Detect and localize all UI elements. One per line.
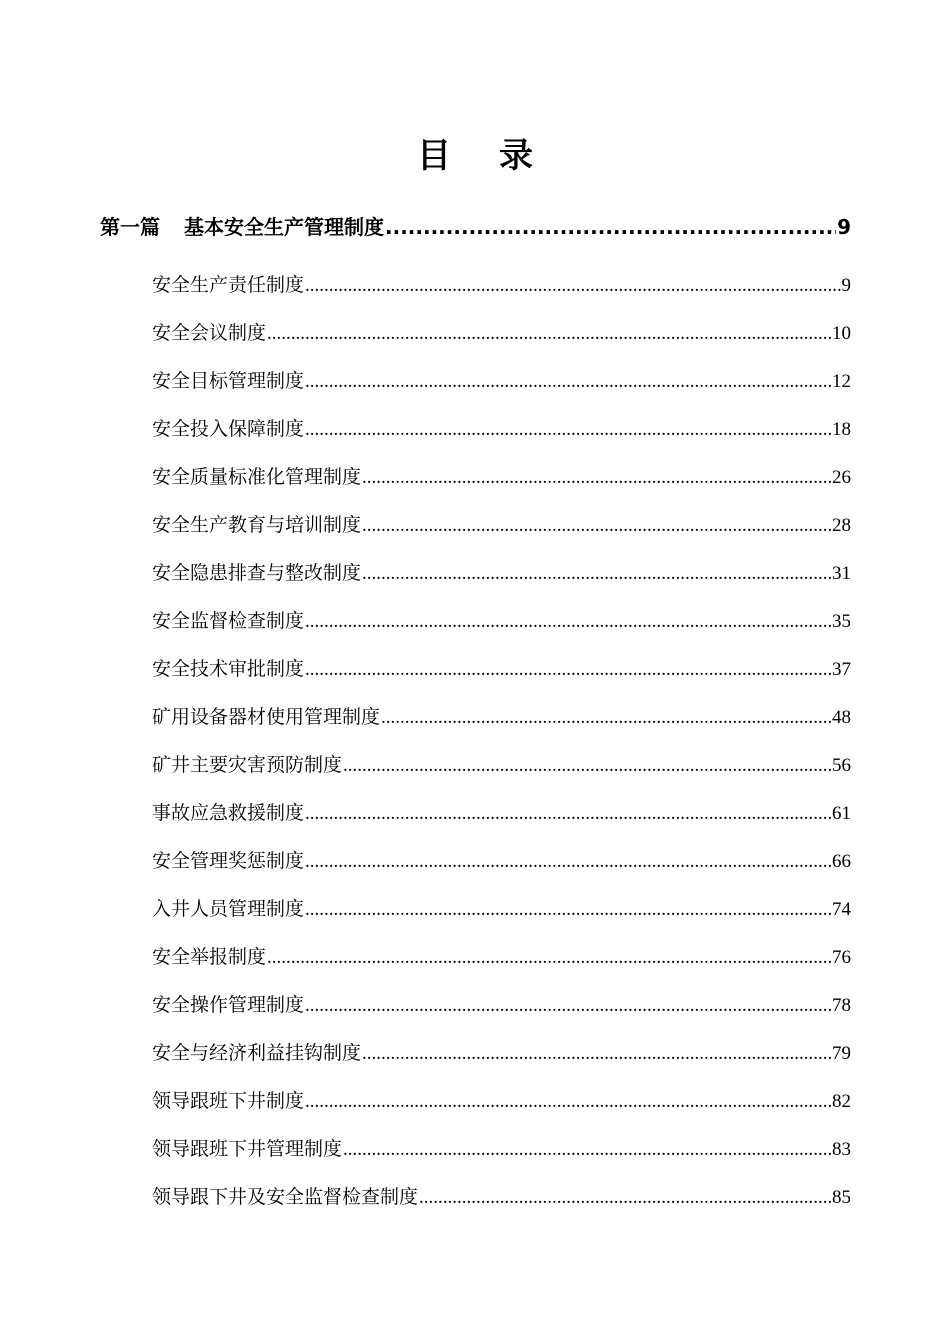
- toc-entry-page: 61: [832, 803, 851, 824]
- toc-entry-page: 28: [832, 515, 851, 536]
- toc-entry-title: 矿井主要灾害预防制度: [152, 754, 343, 776]
- toc-entry-page: 85: [832, 1187, 851, 1208]
- toc-dot-leader: [267, 943, 831, 972]
- toc-entry[interactable]: [152, 1086, 851, 1116]
- toc-entry-title: 安全隐患排查与整改制度: [152, 562, 362, 584]
- toc-entry-title: 安全举报制度: [152, 946, 267, 968]
- toc-entry[interactable]: [152, 270, 851, 300]
- toc-dot-leader: [305, 991, 831, 1020]
- toc-entry-title: 领导跟下井及安全监督检查制度: [152, 1186, 419, 1208]
- toc-dot-leader: [305, 271, 840, 300]
- toc-entry-title: 矿用设备器材使用管理制度: [152, 706, 381, 728]
- toc-dot-leader: [362, 511, 831, 540]
- toc-entry[interactable]: [152, 462, 851, 492]
- toc-dot-leader: [305, 847, 831, 876]
- toc-entry[interactable]: [152, 894, 851, 924]
- toc-entry[interactable]: [152, 798, 851, 828]
- toc-entry-page: 37: [832, 659, 851, 680]
- toc-dot-leader: [362, 559, 831, 588]
- toc-entry-title: 安全目标管理制度: [152, 370, 305, 392]
- toc-entry-page: 82: [832, 1091, 851, 1112]
- toc-part-page: 9: [837, 215, 851, 239]
- toc-part-title: 基本安全生产管理制度: [184, 215, 384, 239]
- toc-entry[interactable]: [152, 606, 851, 636]
- toc-entry[interactable]: [152, 654, 851, 684]
- toc-entry-title: 事故应急救援制度: [152, 802, 305, 824]
- toc-entry-title: 领导跟班下井管理制度: [152, 1138, 343, 1160]
- toc-part-heading[interactable]: [100, 211, 851, 243]
- toc-entry[interactable]: [152, 1038, 851, 1068]
- toc-entry-page: 26: [832, 467, 851, 488]
- toc-entry-page: 48: [832, 707, 851, 728]
- toc-entry-page: 9: [841, 275, 851, 296]
- toc-dot-leader: [305, 895, 831, 924]
- toc-dot-leader: [267, 319, 831, 348]
- toc-title-char-2: 录: [499, 136, 533, 176]
- toc-entry-page: 79: [832, 1043, 851, 1064]
- toc-entry[interactable]: [152, 990, 851, 1020]
- toc-entry[interactable]: [152, 1182, 851, 1212]
- toc-entry[interactable]: [152, 510, 851, 540]
- toc-entry-title: 安全生产责任制度: [152, 274, 305, 296]
- toc-entry-page: 12: [832, 371, 851, 392]
- toc-entry[interactable]: [152, 558, 851, 588]
- toc-dot-leader: [305, 607, 831, 636]
- toc-dot-leader: [343, 751, 831, 780]
- toc-entry-title: 入井人员管理制度: [152, 898, 305, 920]
- toc-entry-page: 35: [832, 611, 851, 632]
- toc-dot-leader: [305, 415, 831, 444]
- toc-entry-title: 领导跟班下井制度: [152, 1090, 305, 1112]
- toc-title-char-1: 目: [417, 136, 451, 176]
- toc-entry-title: 安全会议制度: [152, 322, 267, 344]
- toc-entry-page: 31: [832, 563, 851, 584]
- toc-entry-page: 56: [832, 755, 851, 776]
- toc-entry-title: 安全管理奖惩制度: [152, 850, 305, 872]
- toc-entry[interactable]: [152, 846, 851, 876]
- toc-entry-page: 83: [832, 1139, 851, 1160]
- toc-dot-leader: [305, 1087, 831, 1116]
- toc-entry[interactable]: [152, 366, 851, 396]
- toc-entry[interactable]: [152, 1134, 851, 1164]
- toc-dot-leader: [305, 655, 831, 684]
- toc-entry-title: 安全操作管理制度: [152, 994, 305, 1016]
- toc-entry-page: 78: [832, 995, 851, 1016]
- toc-title: [0, 132, 950, 180]
- toc-dot-leader: [385, 211, 836, 243]
- toc-dot-leader: [305, 367, 831, 396]
- toc-entry-page: 18: [832, 419, 851, 440]
- toc-entry-page: 74: [832, 899, 851, 920]
- toc-entry[interactable]: [152, 750, 851, 780]
- toc-dot-leader: [381, 703, 831, 732]
- toc-entry-page: 76: [832, 947, 851, 968]
- toc-entry-title: 安全投入保障制度: [152, 418, 305, 440]
- toc-entry-title: 安全质量标准化管理制度: [152, 466, 362, 488]
- toc-part-number: 第一篇: [100, 215, 160, 239]
- toc-entry-page: 66: [832, 851, 851, 872]
- toc-dot-leader: [419, 1183, 831, 1212]
- toc-entry[interactable]: [152, 942, 851, 972]
- toc-entry-title: 安全生产教育与培训制度: [152, 514, 362, 536]
- toc-entry-title: 安全监督检查制度: [152, 610, 305, 632]
- toc-dot-leader: [362, 463, 831, 492]
- toc-entry-title: 安全技术审批制度: [152, 658, 305, 680]
- toc-entry-title: 安全与经济利益挂钩制度: [152, 1042, 362, 1064]
- toc-entry-page: 10: [832, 323, 851, 344]
- toc-entry[interactable]: [152, 414, 851, 444]
- toc-dot-leader: [362, 1039, 831, 1068]
- toc-entry[interactable]: [152, 702, 851, 732]
- toc-entry[interactable]: [152, 318, 851, 348]
- toc-dot-leader: [305, 799, 831, 828]
- toc-dot-leader: [343, 1135, 831, 1164]
